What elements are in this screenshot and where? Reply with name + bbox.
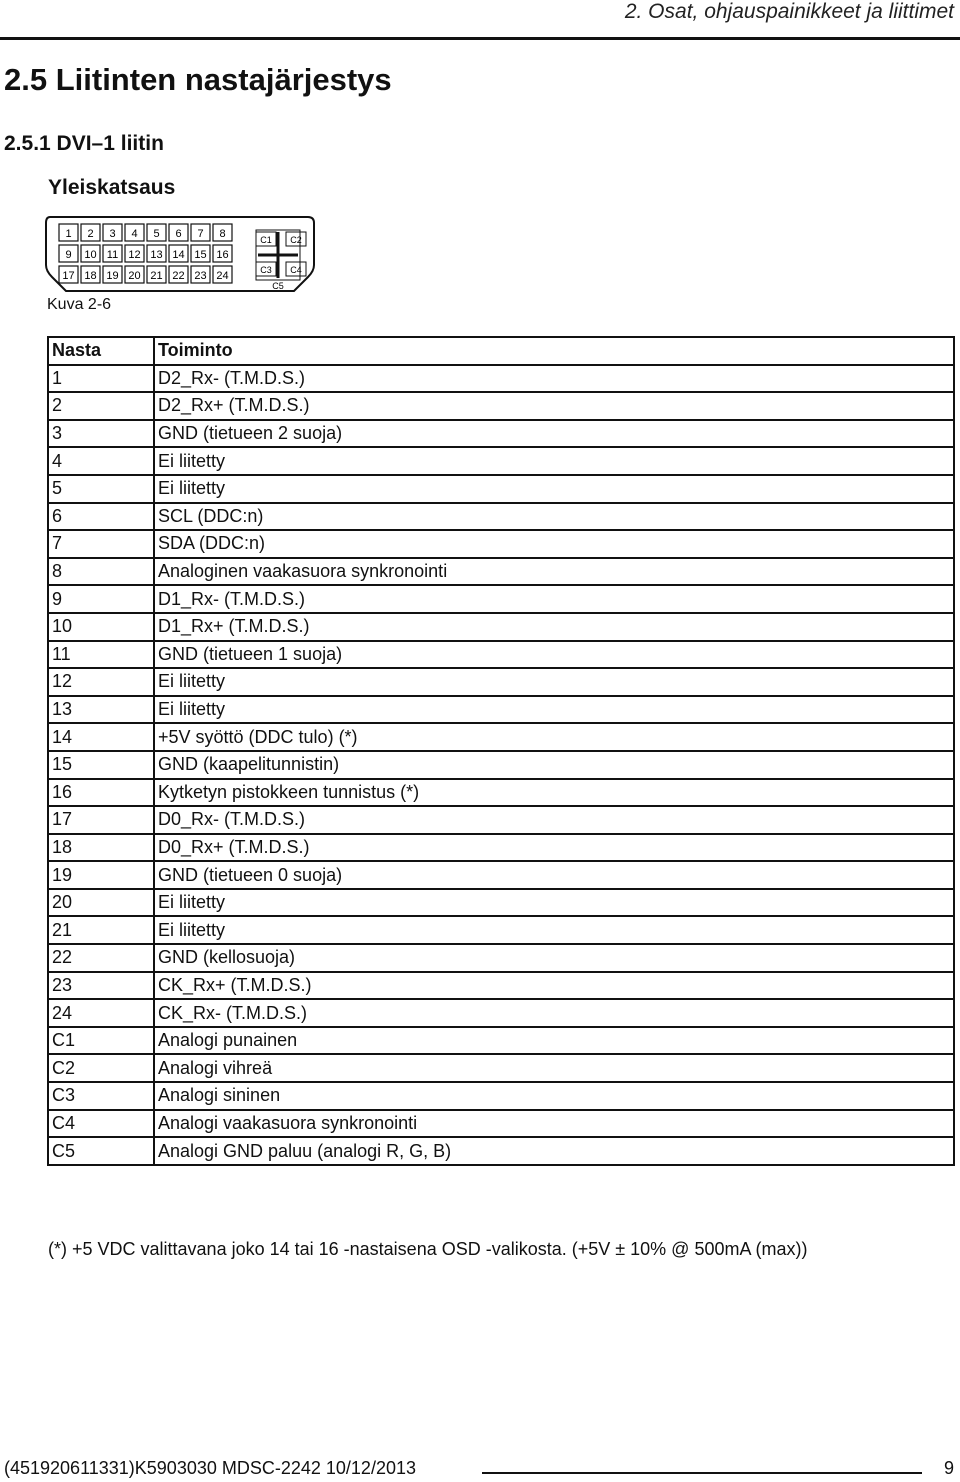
connector-pin-label: 17 [62, 270, 75, 282]
pin-number-cell: 11 [48, 641, 154, 669]
connector-pin [125, 224, 144, 241]
table-row [48, 916, 954, 944]
footnote: (*) +5 VDC valittavana joko 14 tai 16 -nastaisena OSD -valikosta. (+5V ± 10% @ 500mA (max)) [48, 1239, 808, 1259]
table-row [48, 806, 954, 834]
table-row [48, 944, 954, 972]
section-title: 2.5 Liitinten nastajärjestys [4, 62, 392, 97]
analog-pin-label: C2 [290, 235, 302, 245]
pin-function-cell: Analogi vaakasuora synkronointi [154, 1110, 954, 1138]
connector-pin [147, 266, 166, 283]
table-row [48, 613, 954, 641]
figure-caption: Kuva 2-6 [47, 296, 112, 313]
connector-pin-label: 10 [84, 249, 97, 261]
connector-pin-label: 16 [216, 249, 229, 261]
connector-pin-label: 8 [219, 228, 226, 240]
footer-document-id: (451920611331)K5903030 MDSC-2242 10/12/2013 [4, 1458, 416, 1478]
table-row [48, 1082, 954, 1110]
pin-number-cell: C4 [48, 1110, 154, 1138]
table-header-row [48, 337, 954, 365]
pin-function-cell: D0_Rx+ (T.M.D.S.) [154, 834, 954, 862]
pin-number-cell: 19 [48, 861, 154, 889]
pin-function-cell: Analogi vihreä [154, 1054, 954, 1082]
pin-number-cell: C2 [48, 1054, 154, 1082]
connector-pin-label: 7 [197, 228, 204, 240]
connector-pin [213, 245, 232, 262]
connector-pin [59, 266, 78, 283]
connector-pin-label: 15 [194, 249, 207, 261]
digital-pin-grid [59, 224, 232, 283]
connector-pin-label: 24 [216, 270, 229, 282]
column-header-function: Toiminto [154, 337, 954, 365]
pin-number-cell: 9 [48, 585, 154, 613]
pin-number-cell: C3 [48, 1082, 154, 1110]
connector-pin [125, 266, 144, 283]
connector-pin-label: 3 [109, 228, 116, 240]
connector-pin-label: 20 [128, 270, 141, 282]
table-row [48, 558, 954, 586]
table-row [48, 641, 954, 669]
pin-function-cell: Analoginen vaakasuora synkronointi [154, 558, 954, 586]
pin-number-cell: 17 [48, 806, 154, 834]
connector-pin-label: 12 [128, 249, 141, 261]
table-row [48, 972, 954, 1000]
pin-function-cell: Ei liitetty [154, 668, 954, 696]
pin-number-cell: C5 [48, 1137, 154, 1165]
analog-pin-label: C4 [290, 265, 302, 275]
dvi-connector-diagram [44, 215, 316, 293]
pin-number-cell: 18 [48, 834, 154, 862]
connector-pin-label: 19 [106, 270, 119, 282]
connector-pin-label: 9 [65, 249, 72, 261]
pin-function-cell: Ei liitetty [154, 447, 954, 475]
connector-pin [103, 245, 122, 262]
table-row [48, 861, 954, 889]
connector-pin [169, 266, 188, 283]
table-row [48, 889, 954, 917]
pin-number-cell: 12 [48, 668, 154, 696]
connector-pin-label: 5 [153, 228, 160, 240]
header-rule [0, 37, 960, 40]
connector-pin-label: 22 [172, 270, 185, 282]
connector-pin-label: 18 [84, 270, 97, 282]
pin-function-cell: GND (tietueen 2 suoja) [154, 420, 954, 448]
pin-number-cell: 15 [48, 751, 154, 779]
pin-function-cell: GND (tietueen 1 suoja) [154, 641, 954, 669]
pin-number-cell: 21 [48, 916, 154, 944]
pin-function-cell: CK_Rx- (T.M.D.S.) [154, 999, 954, 1027]
connector-pin-label: 4 [131, 228, 138, 240]
pin-function-cell: Kytketyn pistokkeen tunnistus (*) [154, 779, 954, 807]
pin-number-cell: 1 [48, 365, 154, 393]
pin-function-cell: D1_Rx+ (T.M.D.S.) [154, 613, 954, 641]
pin-number-cell: 22 [48, 944, 154, 972]
table-row [48, 1137, 954, 1165]
connector-pin [59, 224, 78, 241]
table-row [48, 1054, 954, 1082]
pin-function-cell: SDA (DDC:n) [154, 530, 954, 558]
table-row [48, 365, 954, 393]
pin-function-cell: GND (tietueen 0 suoja) [154, 861, 954, 889]
table-row [48, 420, 954, 448]
pin-function-cell: +5V syöttö (DDC tulo) (*) [154, 723, 954, 751]
pin-number-cell: 8 [48, 558, 154, 586]
footer-rule [482, 1472, 922, 1474]
connector-pin [147, 245, 166, 262]
connector-pin [81, 224, 100, 241]
table-row [48, 585, 954, 613]
table-row [48, 1110, 954, 1138]
connector-pin [59, 245, 78, 262]
connector-pin [191, 224, 210, 241]
pin-number-cell: 7 [48, 530, 154, 558]
pin-number-cell: 10 [48, 613, 154, 641]
table-row [48, 475, 954, 503]
connector-pin [103, 266, 122, 283]
pin-function-cell: GND (kellosuoja) [154, 944, 954, 972]
pin-function-cell: GND (kaapelitunnistin) [154, 751, 954, 779]
connector-pin [147, 224, 166, 241]
pin-number-cell: C1 [48, 1027, 154, 1055]
connector-pin-label: 21 [150, 270, 163, 282]
connector-pin-label: 1 [65, 228, 72, 240]
pin-function-cell: Ei liitetty [154, 696, 954, 724]
analog-pin-label: C5 [272, 281, 284, 291]
pin-function-cell: CK_Rx+ (T.M.D.S.) [154, 972, 954, 1000]
table-row [48, 999, 954, 1027]
table-row [48, 503, 954, 531]
connector-pin [191, 245, 210, 262]
analog-pin-label: C3 [260, 265, 272, 275]
pin-function-cell: Ei liitetty [154, 916, 954, 944]
connector-pin-label: 11 [106, 249, 119, 261]
pin-number-cell: 20 [48, 889, 154, 917]
table-row [48, 779, 954, 807]
pin-number-cell: 2 [48, 392, 154, 420]
analog-pin-group [256, 230, 306, 291]
connector-pin [81, 245, 100, 262]
connector-pin [81, 266, 100, 283]
table-row [48, 751, 954, 779]
pin-function-cell: Ei liitetty [154, 889, 954, 917]
pin-function-cell: D0_Rx- (T.M.D.S.) [154, 806, 954, 834]
pin-assignment-table [47, 336, 955, 1166]
pin-number-cell: 13 [48, 696, 154, 724]
pin-number-cell: 23 [48, 972, 154, 1000]
connector-pin-label: 23 [194, 270, 207, 282]
connector-pin [169, 245, 188, 262]
pin-number-cell: 6 [48, 503, 154, 531]
pin-number-cell: 16 [48, 779, 154, 807]
table-row [48, 392, 954, 420]
table-row [48, 447, 954, 475]
connector-pin [213, 266, 232, 283]
connector-pin-label: 13 [150, 249, 163, 261]
connector-pin [191, 266, 210, 283]
pin-function-cell: D2_Rx+ (T.M.D.S.) [154, 392, 954, 420]
table-row [48, 696, 954, 724]
pin-number-cell: 3 [48, 420, 154, 448]
pin-function-cell: D1_Rx- (T.M.D.S.) [154, 585, 954, 613]
pin-number-cell: 24 [48, 999, 154, 1027]
analog-pin-label: C1 [260, 235, 272, 245]
pin-function-cell: SCL (DDC:n) [154, 503, 954, 531]
connector-pin [103, 224, 122, 241]
pin-number-cell: 4 [48, 447, 154, 475]
pin-function-cell: Analogi GND paluu (analogi R, G, B) [154, 1137, 954, 1165]
table-row [48, 723, 954, 751]
pin-number-cell: 5 [48, 475, 154, 503]
pin-function-cell: Ei liitetty [154, 475, 954, 503]
table-row [48, 834, 954, 862]
page-number: 9 [943, 1458, 954, 1478]
table-row [48, 1027, 954, 1055]
overview-title: Yleiskatsaus [48, 176, 176, 199]
table-row [48, 668, 954, 696]
connector-pin [169, 224, 188, 241]
subsection-title: 2.5.1 DVI–1 liitin [4, 132, 164, 155]
pin-number-cell: 14 [48, 723, 154, 751]
connector-pin-label: 14 [172, 249, 185, 261]
connector-pin [125, 245, 144, 262]
connector-pin-label: 6 [175, 228, 182, 240]
pin-function-cell: Analogi punainen [154, 1027, 954, 1055]
connector-pin [213, 224, 232, 241]
table-row [48, 530, 954, 558]
running-header: 2. Osat, ohjauspainikkeet ja liittimet [624, 0, 954, 23]
pin-function-cell: Analogi sininen [154, 1082, 954, 1110]
column-header-pin: Nasta [48, 337, 154, 365]
connector-pin-label: 2 [87, 228, 94, 240]
pin-function-cell: D2_Rx- (T.M.D.S.) [154, 365, 954, 393]
